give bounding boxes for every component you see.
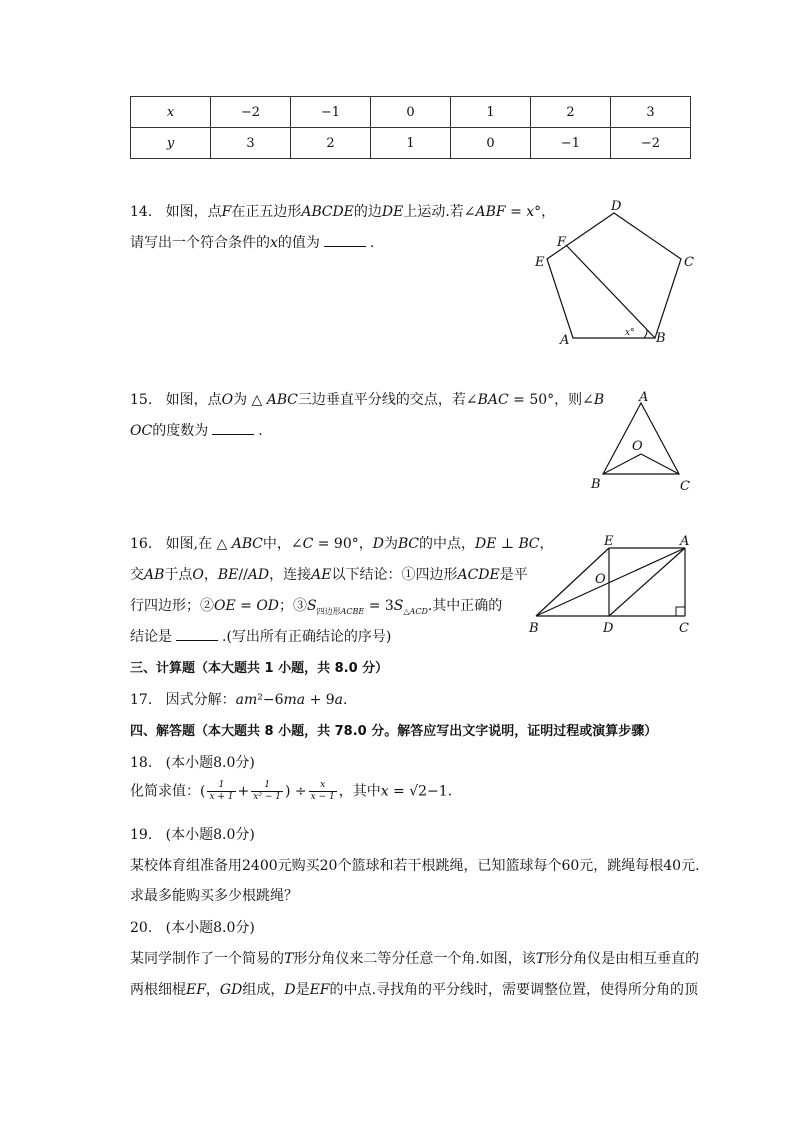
q18-body (130, 780, 452, 803)
q18-text-post: ，其中𝑥 = √2−1. (338, 783, 453, 800)
table-cell: −2 (211, 97, 291, 128)
table-cell: 0 (451, 128, 531, 159)
q20-header (130, 917, 255, 937)
q16-line1 (130, 533, 553, 553)
q16-text-3c: .其中正确的 (427, 598, 503, 614)
q19-score: (本小题8.0分) (165, 827, 255, 843)
label-e: E (535, 255, 545, 270)
table-cell: y (131, 128, 211, 159)
fraction-num: 1 (251, 780, 283, 792)
q20-line1: 某同学制作了一个简易的𝑇形分角仪来二等分任意一个角.如图，该𝑇形分角仪是由相互垂直的 (130, 951, 700, 967)
q16-text-3a: 行四边形；②𝑂𝐸 = 𝑂𝐷；③𝑆 (130, 598, 317, 614)
q14-number: 14. (130, 204, 153, 220)
answer-blank (324, 234, 366, 247)
label-o: O (595, 572, 606, 587)
q14-text-b: 请写出一个符合条件的𝑥的值为 (130, 235, 320, 251)
label-angle: x° (625, 328, 635, 338)
table-cell: 1 (451, 97, 531, 128)
answer-blank (212, 422, 254, 435)
q19-line1: 某校体育组准备用2400元购买20个篮球和若干根跳绳，已知篮球每个60元，跳绳每根40元. (130, 858, 700, 874)
q16-number: 16. (130, 536, 153, 552)
label-b: B (656, 331, 666, 346)
q19-line2: 求最多能购买多少根跳绳？ (130, 888, 298, 904)
label-b: B (529, 621, 539, 636)
q16-line2 (130, 564, 528, 584)
q16-text-3b: = 3𝑆 (364, 598, 404, 614)
table-row (131, 128, 691, 159)
fraction-num: 1 (207, 780, 235, 792)
label-e: E (604, 534, 614, 549)
label-a: A (639, 390, 649, 405)
table-cell: −1 (291, 97, 371, 128)
fraction-1 (207, 780, 235, 803)
fraction-den: x² − 1 (253, 792, 281, 802)
q18-text-pre: 化简求值：( (130, 783, 206, 800)
q20-number: 20. (130, 920, 153, 936)
q16-sub2: △𝐴𝐶𝐷 (403, 606, 428, 616)
table-cell: 2 (291, 128, 371, 159)
section-three-heading: 三、计算题（本大题共 1 小题，共 8.0 分） (130, 661, 389, 676)
table-row (131, 97, 691, 128)
q19-header (130, 824, 255, 844)
value-table (130, 96, 691, 159)
q16-text-2: 交𝐴𝐵于点𝑂，𝐵𝐸//𝐴𝐷，连接𝐴𝐸以下结论：①四边形𝐴𝐶𝐷𝐸是平 (130, 567, 528, 583)
q20-line2: 两根细棍𝐸𝐹，𝐺𝐷组成，𝐷是𝐸𝐹的中点.寻找角的平分线时，需要调整位置，使得所分角的顶 (130, 982, 698, 998)
q16-text-4b: .(写出所有正确结论的序号) (222, 629, 392, 645)
label-b: B (591, 477, 601, 492)
label-a: A (680, 534, 690, 549)
q18-plus: + (237, 783, 250, 800)
q15-text-b: 𝑂𝐶的度数为 (130, 423, 209, 439)
table-cell: −1 (531, 128, 611, 159)
label-c: C (680, 479, 690, 494)
segment-ad (609, 548, 685, 616)
pentagon-figure (528, 195, 703, 350)
q16-line4 (130, 626, 391, 646)
label-f: F (557, 235, 567, 250)
segment-bf (566, 245, 655, 338)
fraction-num: x (309, 780, 337, 792)
table-cell: 2 (531, 97, 611, 128)
q16-text-4a: 结论是 (130, 629, 172, 645)
table-cell: x (131, 97, 211, 128)
q17-number: 17. (130, 692, 153, 708)
table-cell: 3 (211, 128, 291, 159)
label-o: O (632, 439, 643, 454)
section-four-heading: 四、解答题（本大题共 8 小题，共 78.0 分。解答应写出文字说明，证明过程或演算步骤） (130, 724, 658, 739)
pentagon (547, 213, 681, 338)
label-c: C (679, 621, 689, 636)
table-cell: 3 (611, 97, 691, 128)
table-cell: −2 (611, 128, 691, 159)
q15-text: 如图，点𝑂为 △ 𝐴𝐵𝐶三边垂直平分线的交点，若∠𝐵𝐴𝐶 = 50°，则∠𝐵 (165, 392, 605, 408)
q15-line2 (130, 420, 263, 440)
q16-text-1: 如图,在 △ 𝐴𝐵𝐶中，∠𝐶 = 90°，𝐷为𝐵𝐶的中点，𝐷𝐸 ⊥ 𝐵𝐶， (165, 536, 554, 552)
fraction-3 (309, 780, 337, 803)
label-d: D (611, 199, 622, 214)
q15-number: 15. (130, 392, 153, 408)
q14-line1 (130, 201, 555, 221)
table-cell: 1 (371, 128, 451, 159)
fraction-den: x + 1 (209, 792, 234, 802)
label-c: C (684, 255, 694, 270)
table-cell: 0 (371, 97, 451, 128)
fraction-2 (251, 780, 283, 803)
label-d: D (603, 621, 614, 636)
angle-arc (644, 330, 647, 338)
q17-text: 因式分解：𝑎𝑚²−6𝑚𝑎 + 9𝑎. (165, 692, 348, 708)
q14-text: 如图，点𝐹在正五边形𝐴𝐵𝐶𝐷𝐸的边𝐷𝐸上运动.若∠𝐴𝐵𝐹 = 𝑥°， (165, 204, 556, 220)
q16-line3 (130, 595, 502, 617)
q18-header (130, 752, 255, 772)
q14-text-b-post: . (369, 235, 375, 251)
q16-sub: 四边形𝐴𝐶𝐵𝐸 (316, 606, 365, 616)
right-angle-mark (676, 607, 685, 616)
q15-line1 (130, 389, 604, 409)
q17-line (130, 689, 347, 709)
answer-blank (176, 628, 218, 641)
segment-ba (536, 548, 685, 616)
q18-number: 18. (130, 755, 153, 771)
triangle-o-figure (585, 385, 695, 495)
q19-number: 19. (130, 827, 153, 843)
parallelogram-figure (525, 530, 705, 640)
q20-score: (本小题8.0分) (165, 920, 255, 936)
q15-text-b-post: . (258, 423, 263, 439)
fraction-den: x − 1 (310, 792, 335, 802)
q18-div: ) ÷ (284, 783, 307, 800)
label-a: A (560, 333, 570, 348)
q14-line2 (130, 232, 374, 252)
q18-score: (本小题8.0分) (165, 755, 255, 771)
